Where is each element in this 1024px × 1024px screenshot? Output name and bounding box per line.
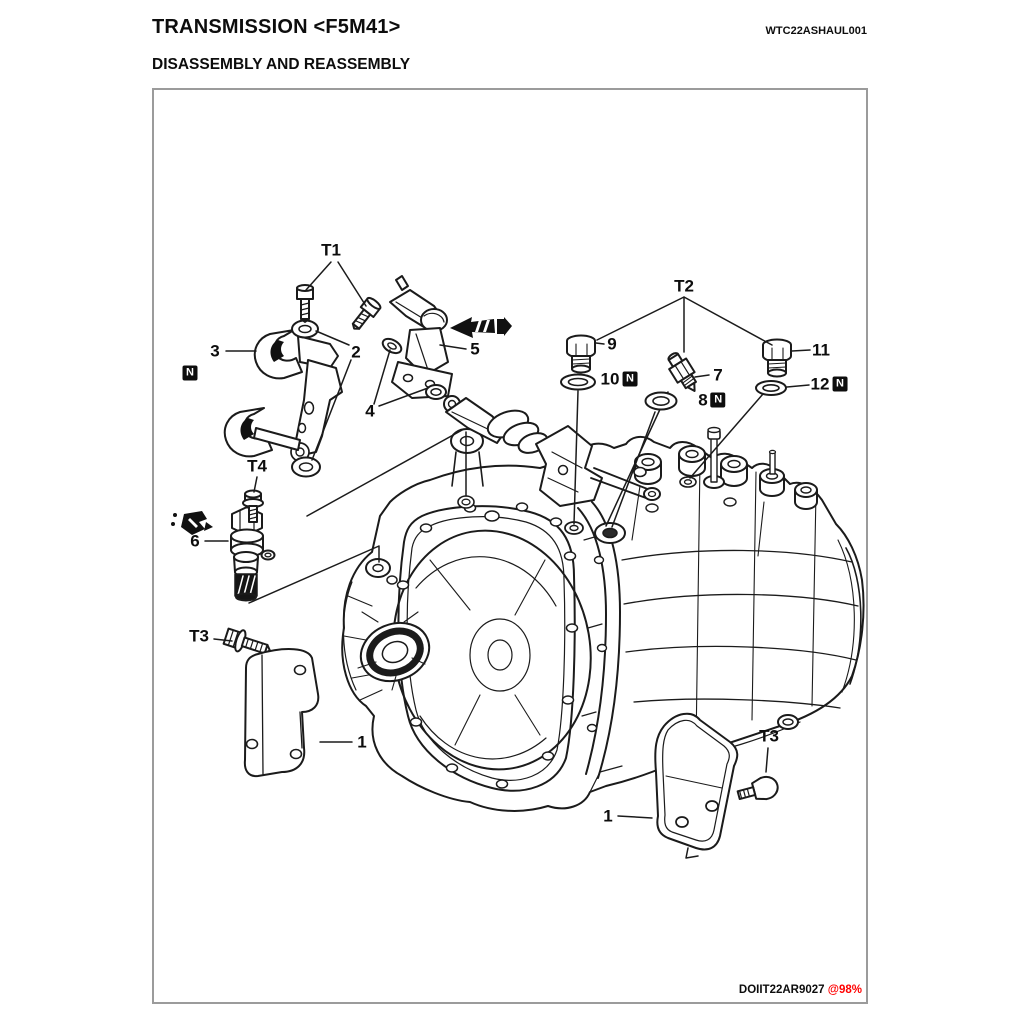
part5-lever	[390, 276, 452, 398]
part9-plug	[567, 336, 595, 373]
n-marker	[183, 366, 198, 381]
callout-3: 3	[210, 341, 220, 361]
part8-gasket	[646, 393, 677, 410]
bolt-t1-a	[297, 285, 313, 322]
callout-t2: T2	[674, 276, 694, 296]
transmission-case	[342, 428, 863, 811]
figure-badge: @98%	[827, 984, 862, 996]
callout-10: 10 N	[601, 371, 638, 388]
callout-t3-right: T3	[759, 726, 779, 746]
page-title: TRANSMISSION <F5M41>	[152, 16, 401, 38]
part1-bracket-left	[245, 649, 318, 776]
part10-gasket	[561, 375, 595, 390]
callout-9: 9	[607, 334, 617, 354]
grease-arrow-icon	[450, 317, 512, 338]
n-badge: N	[711, 393, 726, 408]
callout-1-left: 1	[357, 732, 367, 752]
callout-11: 11	[812, 340, 830, 360]
n-badge: N	[183, 366, 198, 381]
callout-7: 7	[713, 365, 723, 385]
callout-2: 2	[351, 342, 361, 362]
callout-12: 12 N	[811, 376, 848, 393]
n-badge: N	[622, 372, 637, 387]
callout-t1: T1	[321, 240, 341, 260]
part3-bracket	[225, 330, 342, 461]
section-heading: DISASSEMBLY AND REASSEMBLY	[152, 56, 411, 73]
figure-code: DOIIT22AR9027	[738, 984, 825, 996]
figure-footer	[739, 984, 862, 996]
n-badge: N	[832, 377, 847, 392]
callout-1-right: 1	[603, 806, 613, 826]
document-code: WTC22ASHAUL001	[765, 25, 867, 37]
callout-8: 8 N	[698, 392, 725, 409]
callout-5: 5	[470, 339, 480, 359]
callout-t3-left: T3	[189, 626, 209, 646]
part7-sensor	[663, 349, 703, 396]
callout-6: 6	[190, 531, 200, 551]
part12-gasket	[756, 381, 786, 395]
bolt-t3-b	[736, 774, 780, 806]
callout-4: 4	[365, 401, 375, 421]
bolt-t1-b	[348, 296, 382, 333]
callout-t4: T4	[247, 456, 267, 476]
part11-plug	[763, 340, 791, 377]
